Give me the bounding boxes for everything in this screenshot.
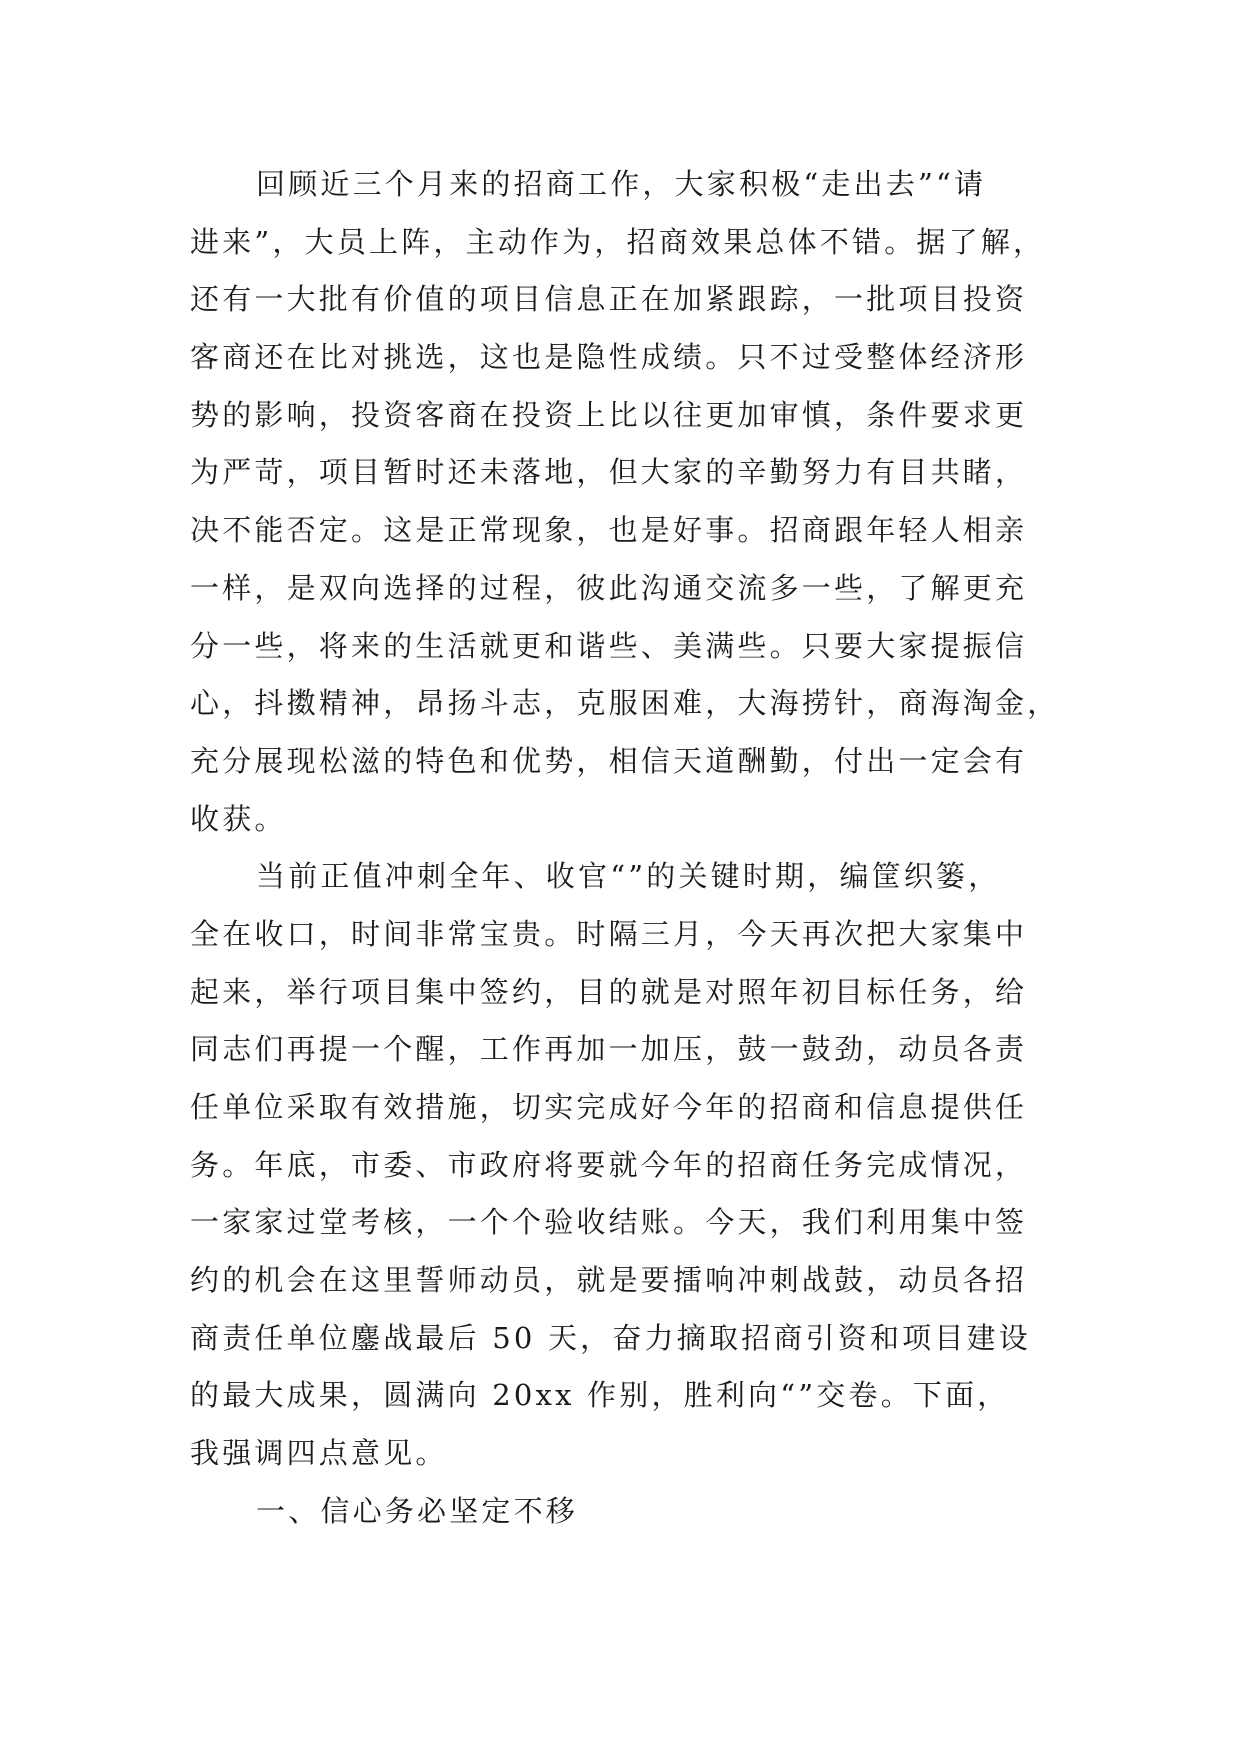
document-body: [190, 156, 1070, 1541]
text-line: 回顾近三个月来的招商工作，大家积极“走出去”“请: [256, 167, 987, 201]
text-line: 务。年底，市委、市政府将要就今年的招商任务完成情况，: [190, 1147, 1028, 1182]
text-line: 起来，举行项目集中签约，目的就是对照年初目标任务，给: [190, 974, 1028, 1009]
text-line: 为严苛，项目暂时还未落地，但大家的辛勤努力有目共睹，: [190, 455, 1028, 490]
section-heading: 一、信心务必坚定不移: [256, 1493, 579, 1528]
text-line: 全在收口，时间非常宝贵。时隔三月，今天再次把大家集中: [190, 916, 1028, 951]
text-line: 的最大成果，圆满向 20xx 作别，胜利向“”交卷。下面，: [190, 1378, 1010, 1413]
text-line: 收获。: [190, 801, 287, 836]
text-line: 任单位采取有效措施，切实完成好今年的招商和信息提供任: [190, 1090, 1028, 1124]
text-line: 商责任单位鏖战最后 50 天，奋力摘取招商引资和项目建设: [190, 1320, 1031, 1355]
text-line: 同志们再提一个醒，工作再加一加压，鼓一鼓劲，动员各责: [190, 1032, 1028, 1067]
text-line: 当前正值冲刺全年、收官“”的关键时期，编筐织篓，: [256, 859, 1001, 894]
paragraph-review-work: [190, 156, 1070, 848]
text-line: 约的机会在这里誓师动员，就是要擂响冲刺战鼓，动员各招: [190, 1263, 1028, 1298]
text-line: 还有一大批有价值的项目信息正在加紧跟踪，一批项目投资: [190, 282, 1028, 317]
text-line: 客商还在比对挑选，这也是隐性成绩。只不过受整体经济形: [190, 340, 1028, 375]
paragraph-current-period: [190, 848, 1070, 1483]
text-line: 决不能否定。这是正常现象，也是好事。招商跟年轻人相亲: [190, 513, 1028, 548]
text-line: 一家家过堂考核，一个个验收结账。今天，我们利用集中签: [190, 1205, 1028, 1240]
text-line: 一样，是双向选择的过程，彼此沟通交流多一些，了解更充: [190, 570, 1028, 605]
text-line: 心，抖擞精神，昂扬斗志，克服困难，大海捞针，商海淘金，: [190, 686, 1060, 721]
text-line: 分一些，将来的生活就更和谐些、美满些。只要大家提振信: [190, 628, 1028, 663]
text-line: 我强调四点意见。: [190, 1436, 448, 1471]
text-line: 充分展现松滋的特色和优势，相信天道酬勤，付出一定会有: [190, 743, 1028, 778]
text-line: 进来”，大员上阵，主动作为，招商效果总体不错。据了解，: [190, 224, 1046, 259]
text-line: 势的影响，投资客商在投资上比以往更加审慎，条件要求更: [190, 397, 1028, 432]
